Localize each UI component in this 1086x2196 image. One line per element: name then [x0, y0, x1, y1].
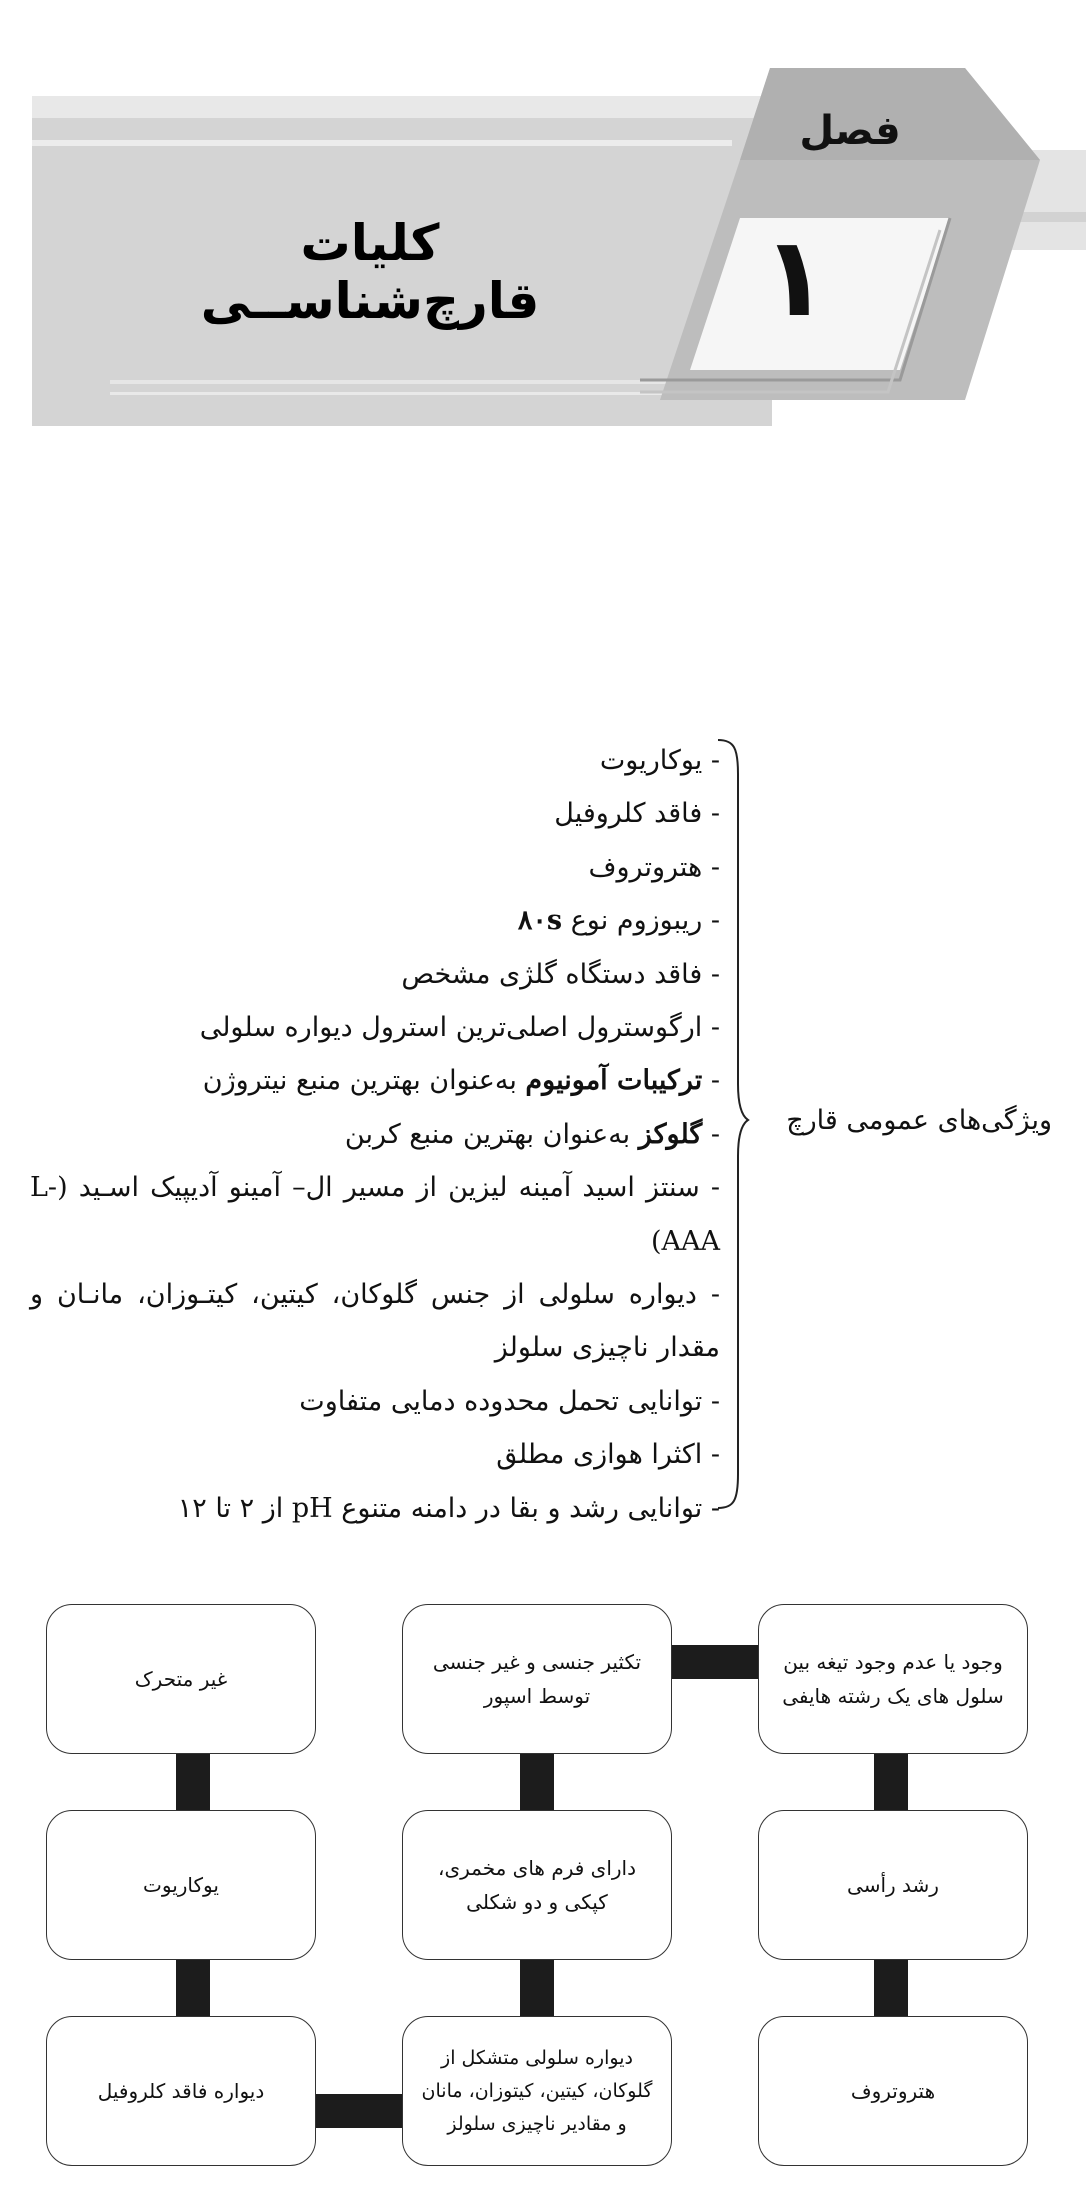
connector-vertical — [176, 1752, 210, 1812]
list-item: - دیواره سلولی از جنس گلوکان، کیتین، کیتـوزان، مانـان و مقدار ناچیزی سلولز — [30, 1279, 720, 1364]
box-cell-wall: دیواره سلولی متشکل از گلوکان، کیتین، کیتوزان، مانان و مقادیر ناچیزی سلولز — [402, 2016, 672, 2166]
list-item: - توانایی تحمل محدوده دمایی متفاوت — [299, 1385, 720, 1417]
box-eukaryote: یوکاریوت — [46, 1810, 316, 1960]
chapter-title: کلیات قارچ‌شناســی — [200, 214, 540, 330]
list-item: - گلوکز به‌عنوان بهترین منبع کربن — [344, 1118, 720, 1150]
connector-vertical — [520, 1960, 554, 2020]
connector-horizontal-top — [670, 1645, 764, 1679]
list-item: - توانایی رشد و بقا در دامنه متنوع pH از ۲ تا ۱۲ — [177, 1492, 720, 1524]
box-non-motile: غیر متحرک — [46, 1604, 316, 1754]
box-spore-reproduction: تکثیر جنسی و غیر جنسی توسط اسپور — [402, 1604, 672, 1754]
box-heterotroph: هتروتروف — [758, 2016, 1028, 2166]
box-septum: وجود یا عدم وجود تیغه بین سلول های یک رشته هایفی — [758, 1604, 1028, 1754]
connector-vertical — [520, 1752, 554, 1812]
connector-horizontal-bottom — [316, 2094, 410, 2128]
list-item: - فاقد کلروفیل — [554, 798, 720, 830]
list-item: - فاقد دستگاه گلژی مشخص — [401, 958, 720, 990]
chapter-banner — [0, 0, 1086, 440]
list-item: - اکثرا هوازی مطلق — [496, 1439, 720, 1471]
connector-vertical — [874, 1752, 908, 1812]
list-item: - ریبوزوم نوع ۸۰s — [517, 905, 720, 937]
list-item: - ترکیبات آمونیوم به‌عنوان بهترین منبع نیتروژن — [202, 1065, 720, 1097]
box-apical-growth: رشد رأسی — [758, 1810, 1028, 1960]
connector-vertical — [176, 1960, 210, 2020]
list-item: - هتروتروف — [588, 851, 720, 883]
list-item: - ارگوسترول اصلی‌ترین استرول دیواره سلولی — [199, 1012, 720, 1044]
features-list — [30, 734, 720, 1535]
list-item: - سنتز اسید آمینه لیزین از مسیر ال– آمینو آدیپیک اسـید (L-AAA) — [30, 1172, 720, 1257]
chapter-label: فصل — [799, 108, 901, 154]
chapter-number: ۱ — [761, 213, 829, 341]
features-label: ویژگی‌های عمومی قارچ — [786, 1105, 1052, 1136]
connector-vertical — [874, 1960, 908, 2020]
box-forms: دارای فرم های مخمری، کپکی و دو شکلی — [402, 1810, 672, 1960]
box-no-chlorophyll: دیواره فاقد کلروفیل — [46, 2016, 316, 2166]
list-item: - یوکاریوت — [599, 745, 720, 776]
